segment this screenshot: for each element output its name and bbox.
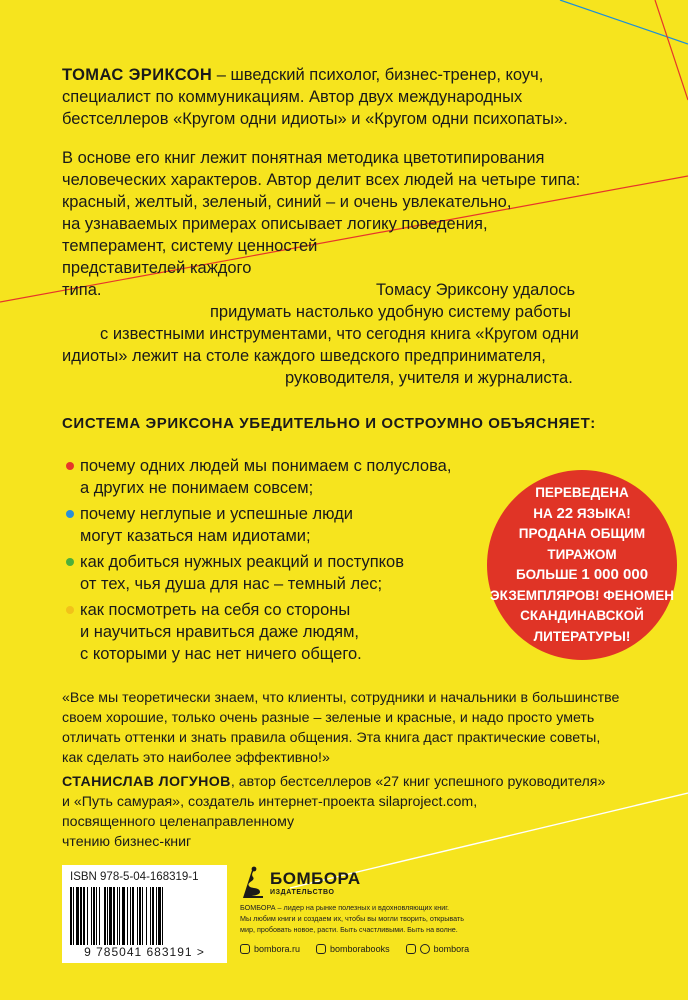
blue-line bbox=[560, 0, 688, 44]
bullet-item-2: почему неглупые и успешные люди могут казаться нам идиотами; bbox=[80, 503, 451, 547]
badge-line-6: СКАНДИНАВСКОЙ bbox=[520, 608, 644, 623]
badge-line-4: БОЛЬШЕ 1 000 000 bbox=[515, 566, 649, 583]
method-line-12: руководителя, учителя и журналиста. bbox=[285, 369, 573, 387]
review-author: СТАНИСЛАВ ЛОГУНОВ, автор бестселлеров «27 книг успешного руководителя» и «Путь самурая», создатель интернет-проекта silaproject.com, посвященного целенаправленному чтению бизнес-книг bbox=[62, 774, 606, 850]
method-line-2: человеческих характеров. Автор делит всех людей на четыре типа: bbox=[62, 171, 581, 189]
method-line-9: придумать настолько удобную систему работы bbox=[210, 303, 571, 321]
isbn-label: ISBN 978-5-04-168319-1 bbox=[70, 871, 199, 883]
intro-line-2: специалист по коммуникациям. Автор двух международных bbox=[62, 88, 523, 106]
method-line-3: красный, желтый, зеленый, синий – и очень увлекательно, bbox=[62, 193, 512, 211]
intro-line-1: ТОМАС ЭРИКСОН – шведский психолог, бизнес-тренер, коуч, bbox=[62, 66, 544, 84]
badge-line-1: ПЕРЕВЕДЕНА bbox=[535, 485, 629, 500]
bullet-item-4: как посмотреть на себя со стороны и научиться нравиться даже людям, с которыми у нас нет ничего общего. bbox=[80, 599, 451, 665]
publisher-subtitle: ИЗДАТЕЛЬСТВО bbox=[270, 889, 335, 896]
barcode bbox=[62, 865, 227, 963]
bullet-item-1: почему одних людей мы понимаем с полуслова, а других не понимаем совсем; bbox=[80, 455, 451, 499]
telegram-link[interactable]: bombora bbox=[406, 944, 470, 954]
barcode-bars bbox=[70, 887, 219, 945]
method-line-7: типа. bbox=[62, 281, 102, 299]
green-bullet-icon bbox=[66, 558, 74, 566]
method-line-11: идиоты» лежит на столе каждого шведского предпринимателя, bbox=[62, 347, 546, 365]
telegram-icon bbox=[420, 944, 430, 954]
vk-icon bbox=[316, 944, 326, 954]
badge-line-5: ЭКЗЕМПЛЯРОВ! ФЕНОМЕН bbox=[489, 587, 675, 603]
method-line-6: представителей каждого bbox=[62, 259, 252, 277]
method-line-1: В основе его книг лежит понятная методика цветотипирования bbox=[62, 149, 545, 167]
youtube-icon bbox=[406, 944, 416, 954]
yellow-bullet-icon bbox=[66, 606, 74, 614]
social-links bbox=[240, 944, 469, 954]
badge-line-2: НА 22 ЯЗЫКА! bbox=[533, 504, 631, 522]
vk-link[interactable]: bomborabooks bbox=[316, 944, 390, 954]
method-line-10: с известными инструментами, что сегодня книга «Кругом одни bbox=[100, 325, 579, 343]
bombora-logo-icon bbox=[240, 865, 266, 899]
bullet-item-3: как добиться нужных реакций и поступков от тех, чья душа для нас – темный лес; bbox=[80, 551, 451, 595]
system-heading: СИСТЕМА ЭРИКСОНА УБЕДИТЕЛЬНО И ОСТРОУМНО ОБЪЯСНЯЕТ: bbox=[62, 415, 596, 432]
blue-bullet-icon bbox=[66, 510, 74, 518]
method-line-4: на узнаваемых примерах описывает логику поведения, bbox=[62, 215, 488, 233]
publisher-name: БОМБОРА bbox=[270, 869, 361, 888]
barcode-number: 9 785041 683191 > bbox=[84, 945, 205, 959]
method-line-8: Томасу Эриксону удалось bbox=[376, 281, 576, 299]
red-bullet-icon bbox=[66, 462, 74, 470]
publisher-logo bbox=[240, 865, 361, 904]
publisher-description: БОМБОРА – лидер на рынке полезных и вдохновляющих книг. Мы любим книги и создаем их, чтобы вы могли творить, открывать мир, пробовать новое, расти. Быть счастливыми. Быть на волне. bbox=[240, 903, 464, 934]
website-link[interactable]: bombora.ru bbox=[240, 944, 300, 954]
instagram-icon bbox=[240, 944, 250, 954]
badge-line-3: ПРОДАНА ОБЩИМ ТИРАЖОМ bbox=[518, 526, 646, 562]
badge-line-7: ЛИТЕРАТУРЫ! bbox=[533, 628, 631, 644]
review-quote: «Все мы теоретически знаем, что клиенты, сотрудники и начальники в большинстве своем хорошие, только очень разные – зеленые и красные, и надо просто уметь отличать оттенки и знать правила общения. Эта книга даст практические советы, как сделать это наиболее эффективно!» bbox=[62, 690, 620, 766]
intro-line-3: бестселлеров «Кругом одни идиоты» и «Кругом одни психопаты». bbox=[62, 110, 568, 128]
bullet-list bbox=[80, 455, 451, 669]
red-corner-line bbox=[655, 0, 688, 100]
translation-badge bbox=[487, 470, 677, 660]
method-line-5: темперамент, систему ценностей bbox=[62, 237, 318, 255]
